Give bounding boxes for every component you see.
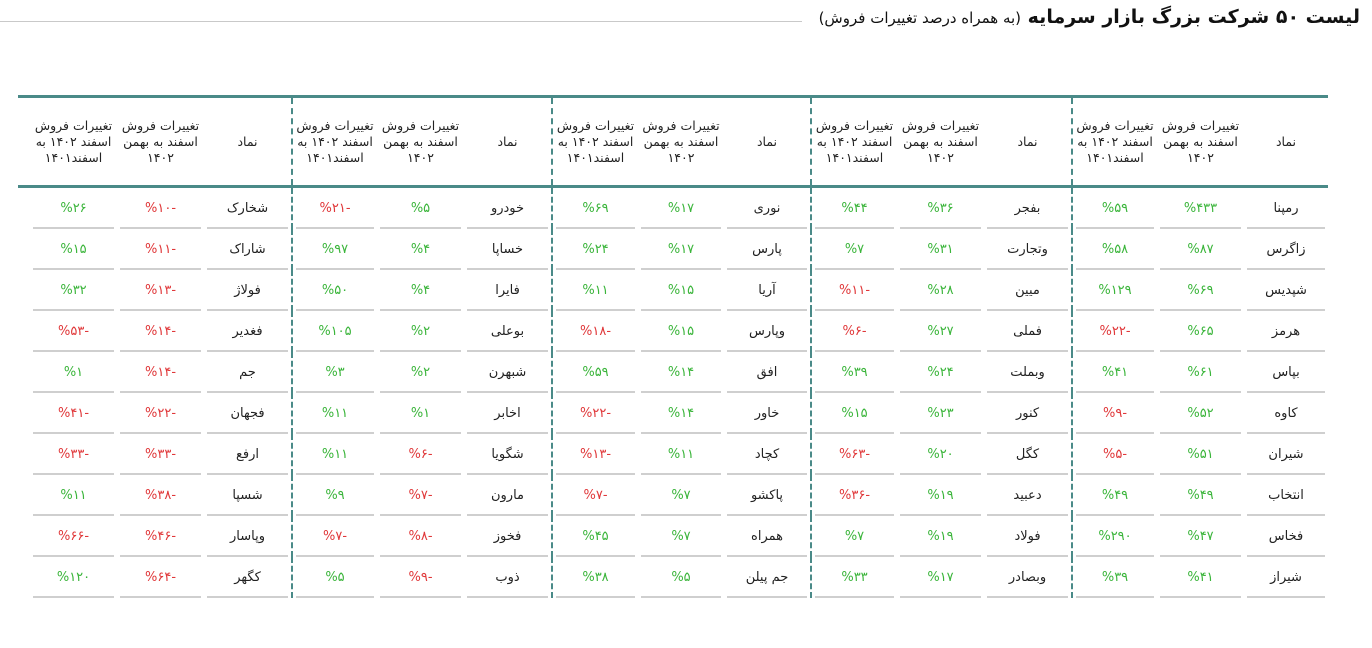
symbol-cell: نوری bbox=[724, 188, 810, 229]
change-esfand-cell: %۹۷ bbox=[291, 229, 377, 270]
change-esfand-cell: %۱۵ bbox=[30, 229, 117, 270]
symbol-cell: میین bbox=[984, 270, 1071, 311]
change-bahman-cell: %۱۹ bbox=[897, 475, 984, 516]
change-bahman-cell: -%۱۴ bbox=[117, 311, 204, 352]
change-esfand-cell: %۳۳ bbox=[810, 557, 897, 598]
symbol-cell: فجهان bbox=[204, 393, 291, 434]
symbol-cell: وتجارت bbox=[984, 229, 1071, 270]
header-change-esfand-group-5: تغییرات فروش اسفند ۱۴۰۲ به اسفند۱۴۰۱ bbox=[34, 117, 113, 165]
change-esfand-cell: -%۷ bbox=[291, 516, 377, 557]
symbol-cell: فایرا bbox=[464, 270, 551, 311]
symbol-cell: شیران bbox=[1244, 434, 1328, 475]
symbol-cell: انتخاب bbox=[1244, 475, 1328, 516]
change-esfand-cell: %۱۲۰ bbox=[30, 557, 117, 598]
symbol-cell: همراه bbox=[724, 516, 810, 557]
symbol-cell: بفجر bbox=[984, 188, 1071, 229]
symbol-cell: وپاسار bbox=[204, 516, 291, 557]
change-bahman-cell: %۴۹ bbox=[1157, 475, 1244, 516]
title-subtitle: (به همراه درصد تغییرات فروش) bbox=[818, 9, 1022, 27]
symbol-cell: شپدیس bbox=[1244, 270, 1328, 311]
symbol-cell: کگهر bbox=[204, 557, 291, 598]
change-esfand-cell: %۳۹ bbox=[1071, 557, 1157, 598]
change-bahman-cell: %۳۱ bbox=[897, 229, 984, 270]
change-bahman-cell: -%۴۶ bbox=[117, 516, 204, 557]
change-esfand-cell: -%۶۶ bbox=[30, 516, 117, 557]
change-bahman-cell: %۱۷ bbox=[897, 557, 984, 598]
page-title bbox=[819, 6, 1360, 28]
change-esfand-cell: %۵۹ bbox=[1071, 188, 1157, 229]
symbol-cell: رمپنا bbox=[1244, 188, 1328, 229]
change-bahman-cell: %۲۰ bbox=[897, 434, 984, 475]
change-esfand-cell: -%۹ bbox=[1071, 393, 1157, 434]
symbol-cell: وبملت bbox=[984, 352, 1071, 393]
change-esfand-cell: %۷ bbox=[810, 229, 897, 270]
symbol-cell: کنور bbox=[984, 393, 1071, 434]
symbol-cell: بوعلی bbox=[464, 311, 551, 352]
change-esfand-cell: -%۲۲ bbox=[1071, 311, 1157, 352]
change-esfand-cell: %۴۵ bbox=[551, 516, 638, 557]
symbol-cell: خساپا bbox=[464, 229, 551, 270]
change-esfand-cell: -%۱۳ bbox=[551, 434, 638, 475]
change-esfand-cell: -%۱۸ bbox=[551, 311, 638, 352]
symbol-cell: فملی bbox=[984, 311, 1071, 352]
change-esfand-cell: %۲۹۰ bbox=[1071, 516, 1157, 557]
change-esfand-cell: %۱۱ bbox=[551, 270, 638, 311]
change-bahman-cell: %۴۷ bbox=[1157, 516, 1244, 557]
header-change-bahman-group-1: تغییرات فروش اسفند به بهمن ۱۴۰۲ bbox=[1161, 117, 1240, 165]
change-bahman-cell: -%۱۰ bbox=[117, 188, 204, 229]
change-esfand-cell: %۳۲ bbox=[30, 270, 117, 311]
change-bahman-cell: %۶۹ bbox=[1157, 270, 1244, 311]
change-esfand-cell: -%۲۲ bbox=[551, 393, 638, 434]
symbol-cell: ذوب bbox=[464, 557, 551, 598]
change-bahman-cell: %۱۴ bbox=[638, 393, 724, 434]
symbol-cell: کگل bbox=[984, 434, 1071, 475]
symbol-cell: فخاس bbox=[1244, 516, 1328, 557]
change-esfand-cell: -%۲۱ bbox=[291, 188, 377, 229]
symbol-cell: شبهرن bbox=[464, 352, 551, 393]
change-bahman-cell: %۲ bbox=[377, 311, 464, 352]
symbol-cell: جم bbox=[204, 352, 291, 393]
change-bahman-cell: -%۱۳ bbox=[117, 270, 204, 311]
change-bahman-cell: -%۳۳ bbox=[117, 434, 204, 475]
change-bahman-cell: -%۶ bbox=[377, 434, 464, 475]
change-esfand-cell: %۲۴ bbox=[551, 229, 638, 270]
change-bahman-cell: %۴۳۳ bbox=[1157, 188, 1244, 229]
change-esfand-cell: %۷ bbox=[810, 516, 897, 557]
change-esfand-cell: -%۵۳ bbox=[30, 311, 117, 352]
symbol-cell: جم پیلن bbox=[724, 557, 810, 598]
change-esfand-cell: %۱ bbox=[30, 352, 117, 393]
change-esfand-cell: %۵۰ bbox=[291, 270, 377, 311]
change-bahman-cell: %۲۸ bbox=[897, 270, 984, 311]
change-bahman-cell: %۵۱ bbox=[1157, 434, 1244, 475]
change-bahman-cell: %۴۱ bbox=[1157, 557, 1244, 598]
change-esfand-cell: %۶۹ bbox=[551, 188, 638, 229]
header-change-bahman-group-3: تغییرات فروش اسفند به بهمن ۱۴۰۲ bbox=[642, 117, 720, 165]
symbol-cell: دعبید bbox=[984, 475, 1071, 516]
change-esfand-cell: -%۳۶ bbox=[810, 475, 897, 516]
symbol-cell: شخارک bbox=[204, 188, 291, 229]
change-bahman-cell: -%۲۲ bbox=[117, 393, 204, 434]
symbol-cell: پارس bbox=[724, 229, 810, 270]
symbol-cell: شسپا bbox=[204, 475, 291, 516]
symbol-cell: فغدیر bbox=[204, 311, 291, 352]
table-body bbox=[18, 188, 1328, 598]
header-symbol-group-5: نماد bbox=[237, 133, 258, 149]
header-symbol-group-4: نماد bbox=[497, 133, 518, 149]
change-esfand-cell: %۳ bbox=[291, 352, 377, 393]
change-bahman-cell: %۱۴ bbox=[638, 352, 724, 393]
symbol-cell: شگویا bbox=[464, 434, 551, 475]
symbol-cell: مارون bbox=[464, 475, 551, 516]
symbol-cell: آریا bbox=[724, 270, 810, 311]
change-esfand-cell: -%۶۳ bbox=[810, 434, 897, 475]
change-esfand-cell: %۳۸ bbox=[551, 557, 638, 598]
symbol-cell: افق bbox=[724, 352, 810, 393]
change-bahman-cell: %۱۵ bbox=[638, 270, 724, 311]
symbol-cell: فولاد bbox=[984, 516, 1071, 557]
change-bahman-cell: %۱۷ bbox=[638, 229, 724, 270]
change-esfand-cell: %۵ bbox=[291, 557, 377, 598]
change-bahman-cell: %۱۷ bbox=[638, 188, 724, 229]
symbol-cell: فولاژ bbox=[204, 270, 291, 311]
header-change-esfand-group-4: تغییرات فروش اسفند ۱۴۰۲ به اسفند۱۴۰۱ bbox=[291, 98, 377, 185]
change-bahman-cell: %۱۹ bbox=[897, 516, 984, 557]
change-esfand-cell: %۴۴ bbox=[810, 188, 897, 229]
change-esfand-cell: %۹ bbox=[291, 475, 377, 516]
change-bahman-cell: %۵۲ bbox=[1157, 393, 1244, 434]
change-bahman-cell: %۷ bbox=[638, 516, 724, 557]
change-esfand-cell: %۲۶ bbox=[30, 188, 117, 229]
change-esfand-cell: -%۶ bbox=[810, 311, 897, 352]
change-bahman-cell: -%۱۴ bbox=[117, 352, 204, 393]
change-esfand-cell: %۱۰۵ bbox=[291, 311, 377, 352]
change-esfand-cell: %۵۹ bbox=[551, 352, 638, 393]
change-bahman-cell: %۲ bbox=[377, 352, 464, 393]
change-bahman-cell: -%۱۱ bbox=[117, 229, 204, 270]
symbol-cell: کچاد bbox=[724, 434, 810, 475]
table-header-row bbox=[18, 98, 1328, 185]
symbol-cell: وپارس bbox=[724, 311, 810, 352]
change-bahman-cell: -%۹ bbox=[377, 557, 464, 598]
header-symbol-group-2: نماد bbox=[1017, 133, 1038, 149]
header-change-bahman-group-5: تغییرات فروش اسفند به بهمن ۱۴۰۲ bbox=[121, 117, 200, 165]
symbol-cell: هرمز bbox=[1244, 311, 1328, 352]
header-symbol-group-1: نماد bbox=[1275, 133, 1297, 149]
change-bahman-cell: %۸۷ bbox=[1157, 229, 1244, 270]
symbol-cell: فخوز bbox=[464, 516, 551, 557]
header-change-bahman-group-2: تغییرات فروش اسفند به بهمن ۱۴۰۲ bbox=[901, 117, 980, 165]
title-main: لیست ۵۰ شرکت بزرگ بازار سرمایه bbox=[1027, 6, 1360, 28]
symbol-cell: بپاس bbox=[1244, 352, 1328, 393]
change-esfand-cell: %۱۱ bbox=[291, 393, 377, 434]
change-esfand-cell: -%۵ bbox=[1071, 434, 1157, 475]
symbol-cell: اخابر bbox=[464, 393, 551, 434]
symbol-cell: خودرو bbox=[464, 188, 551, 229]
change-bahman-cell: %۲۷ bbox=[897, 311, 984, 352]
change-bahman-cell: %۴ bbox=[377, 270, 464, 311]
change-bahman-cell: -%۳۸ bbox=[117, 475, 204, 516]
header-change-bahman-group-4: تغییرات فروش اسفند به بهمن ۱۴۰۲ bbox=[381, 117, 460, 165]
change-bahman-cell: %۱۱ bbox=[638, 434, 724, 475]
change-bahman-cell: %۳۶ bbox=[897, 188, 984, 229]
symbol-cell: کاوه bbox=[1244, 393, 1328, 434]
change-esfand-cell: %۱۱ bbox=[291, 434, 377, 475]
change-bahman-cell: %۱ bbox=[377, 393, 464, 434]
header-change-esfand-group-1: تغییرات فروش اسفند ۱۴۰۲ به اسفند۱۴۰۱ bbox=[1071, 98, 1157, 185]
change-bahman-cell: %۵ bbox=[377, 188, 464, 229]
change-bahman-cell: %۲۳ bbox=[897, 393, 984, 434]
change-esfand-cell: -%۱۱ bbox=[810, 270, 897, 311]
symbol-cell: ارفع bbox=[204, 434, 291, 475]
change-esfand-cell: %۴۱ bbox=[1071, 352, 1157, 393]
title-rule bbox=[0, 21, 802, 22]
change-bahman-cell: %۷ bbox=[638, 475, 724, 516]
header-change-esfand-group-2: تغییرات فروش اسفند ۱۴۰۲ به اسفند۱۴۰۱ bbox=[810, 98, 897, 185]
change-bahman-cell: %۴ bbox=[377, 229, 464, 270]
change-bahman-cell: %۶۵ bbox=[1157, 311, 1244, 352]
symbol-cell: پاکشو bbox=[724, 475, 810, 516]
companies-table bbox=[18, 95, 1328, 598]
symbol-cell: وبصادر bbox=[984, 557, 1071, 598]
header-symbol-group-3: نماد bbox=[756, 133, 778, 149]
change-bahman-cell: -%۶۴ bbox=[117, 557, 204, 598]
change-esfand-cell: %۱۲۹ bbox=[1071, 270, 1157, 311]
change-esfand-cell: -%۷ bbox=[551, 475, 638, 516]
symbol-cell: زاگرس bbox=[1244, 229, 1328, 270]
symbol-cell: شاراک bbox=[204, 229, 291, 270]
change-esfand-cell: %۴۹ bbox=[1071, 475, 1157, 516]
change-bahman-cell: -%۸ bbox=[377, 516, 464, 557]
change-esfand-cell: -%۳۳ bbox=[30, 434, 117, 475]
change-esfand-cell: -%۴۱ bbox=[30, 393, 117, 434]
change-bahman-cell: %۶۱ bbox=[1157, 352, 1244, 393]
change-bahman-cell: %۵ bbox=[638, 557, 724, 598]
symbol-cell: خاور bbox=[724, 393, 810, 434]
change-esfand-cell: %۳۹ bbox=[810, 352, 897, 393]
header-change-esfand-group-3: تغییرات فروش اسفند ۱۴۰۲ به اسفند۱۴۰۱ bbox=[551, 98, 638, 185]
change-bahman-cell: %۲۴ bbox=[897, 352, 984, 393]
change-esfand-cell: %۱۵ bbox=[810, 393, 897, 434]
change-bahman-cell: -%۷ bbox=[377, 475, 464, 516]
change-esfand-cell: %۱۱ bbox=[30, 475, 117, 516]
change-bahman-cell: %۱۵ bbox=[638, 311, 724, 352]
change-esfand-cell: %۵۸ bbox=[1071, 229, 1157, 270]
symbol-cell: شیراز bbox=[1244, 557, 1328, 598]
